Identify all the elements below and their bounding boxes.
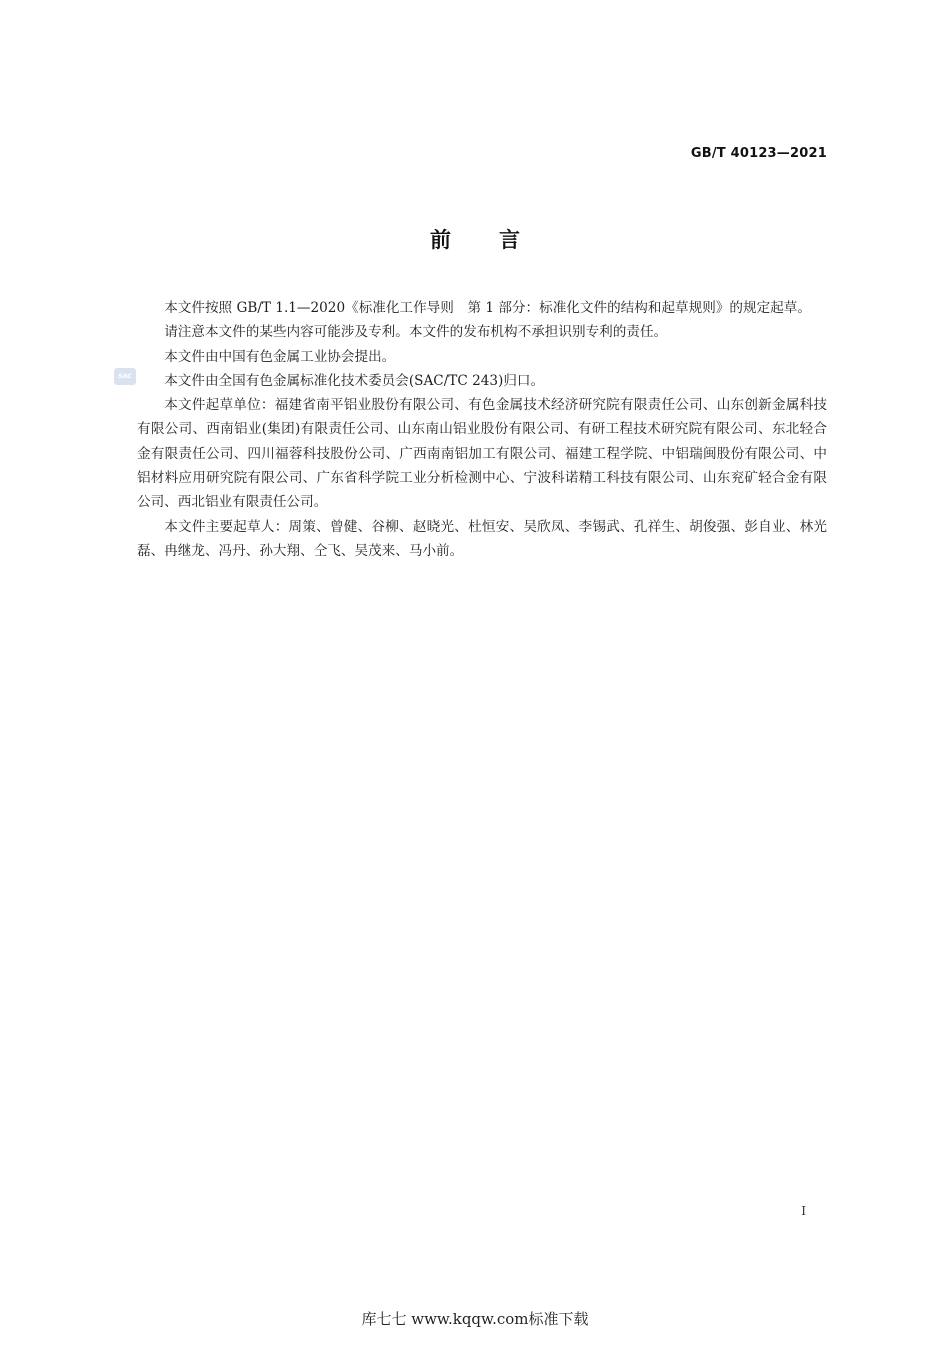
foreword-body — [137, 296, 827, 563]
paragraph-centralized: 本文件由全国有色金属标准化技术委员会(SAC/TC 243)归口。 — [164, 372, 545, 389]
paragraph-drafting-rules: 本文件按照 GB/T 1.1—2020《标准化工作导则 第 1 部分：标准化文件的结构和起草规则》的规定起草。 — [164, 300, 811, 316]
paragraph-drafters: 本文件主要起草人：周策、曾健、谷柳、赵晓光、杜恒安、吴欣凤、李锡武、孔祥生、胡俊强、彭自业、林光磊、冉继龙、冯丹、孙大翔、仝飞、吴茂来、马小前。 — [137, 518, 827, 559]
page-title-part1: 前 — [430, 228, 451, 252]
footer-source-text: 库七七 www.kqqw.com标准下载 — [361, 1310, 589, 1328]
paragraph-drafting-units: 本文件起草单位：福建省南平铝业股份有限公司、有色金属技术经济研究院有限责任公司、山东创新金属科技有限公司、西南铝业(集团)有限责任公司、山东南山铝业股份有限公司、有研工程技术研究院有限公司、东北轻合金有限责任公司、四川福蓉科技股份公司、广西南南铝加工有限公司、福建工程学院、中铝瑞闽股份有限公司、中铝材料应用研究院有限公司、广东省科学院工业分析检测中心、宁波科诺精工科技有限公司、山东兖矿轻合金有限公司、西北铝业有限责任公司。 — [137, 397, 827, 511]
paragraph-proposer: 本文件由中国有色金属工业协会提出。 — [164, 348, 396, 365]
page-number: I — [801, 1204, 806, 1218]
paragraph-patent-notice: 请注意本文件的某些内容可能涉及专利。本文件的发布机构不承担识别专利的责任。 — [164, 324, 668, 341]
page-title — [0, 224, 950, 254]
page-title-part2: 言 — [499, 228, 520, 252]
sac-logo-icon: SAC — [114, 368, 136, 385]
standard-code: GB/T 40123—2021 — [690, 146, 827, 161]
